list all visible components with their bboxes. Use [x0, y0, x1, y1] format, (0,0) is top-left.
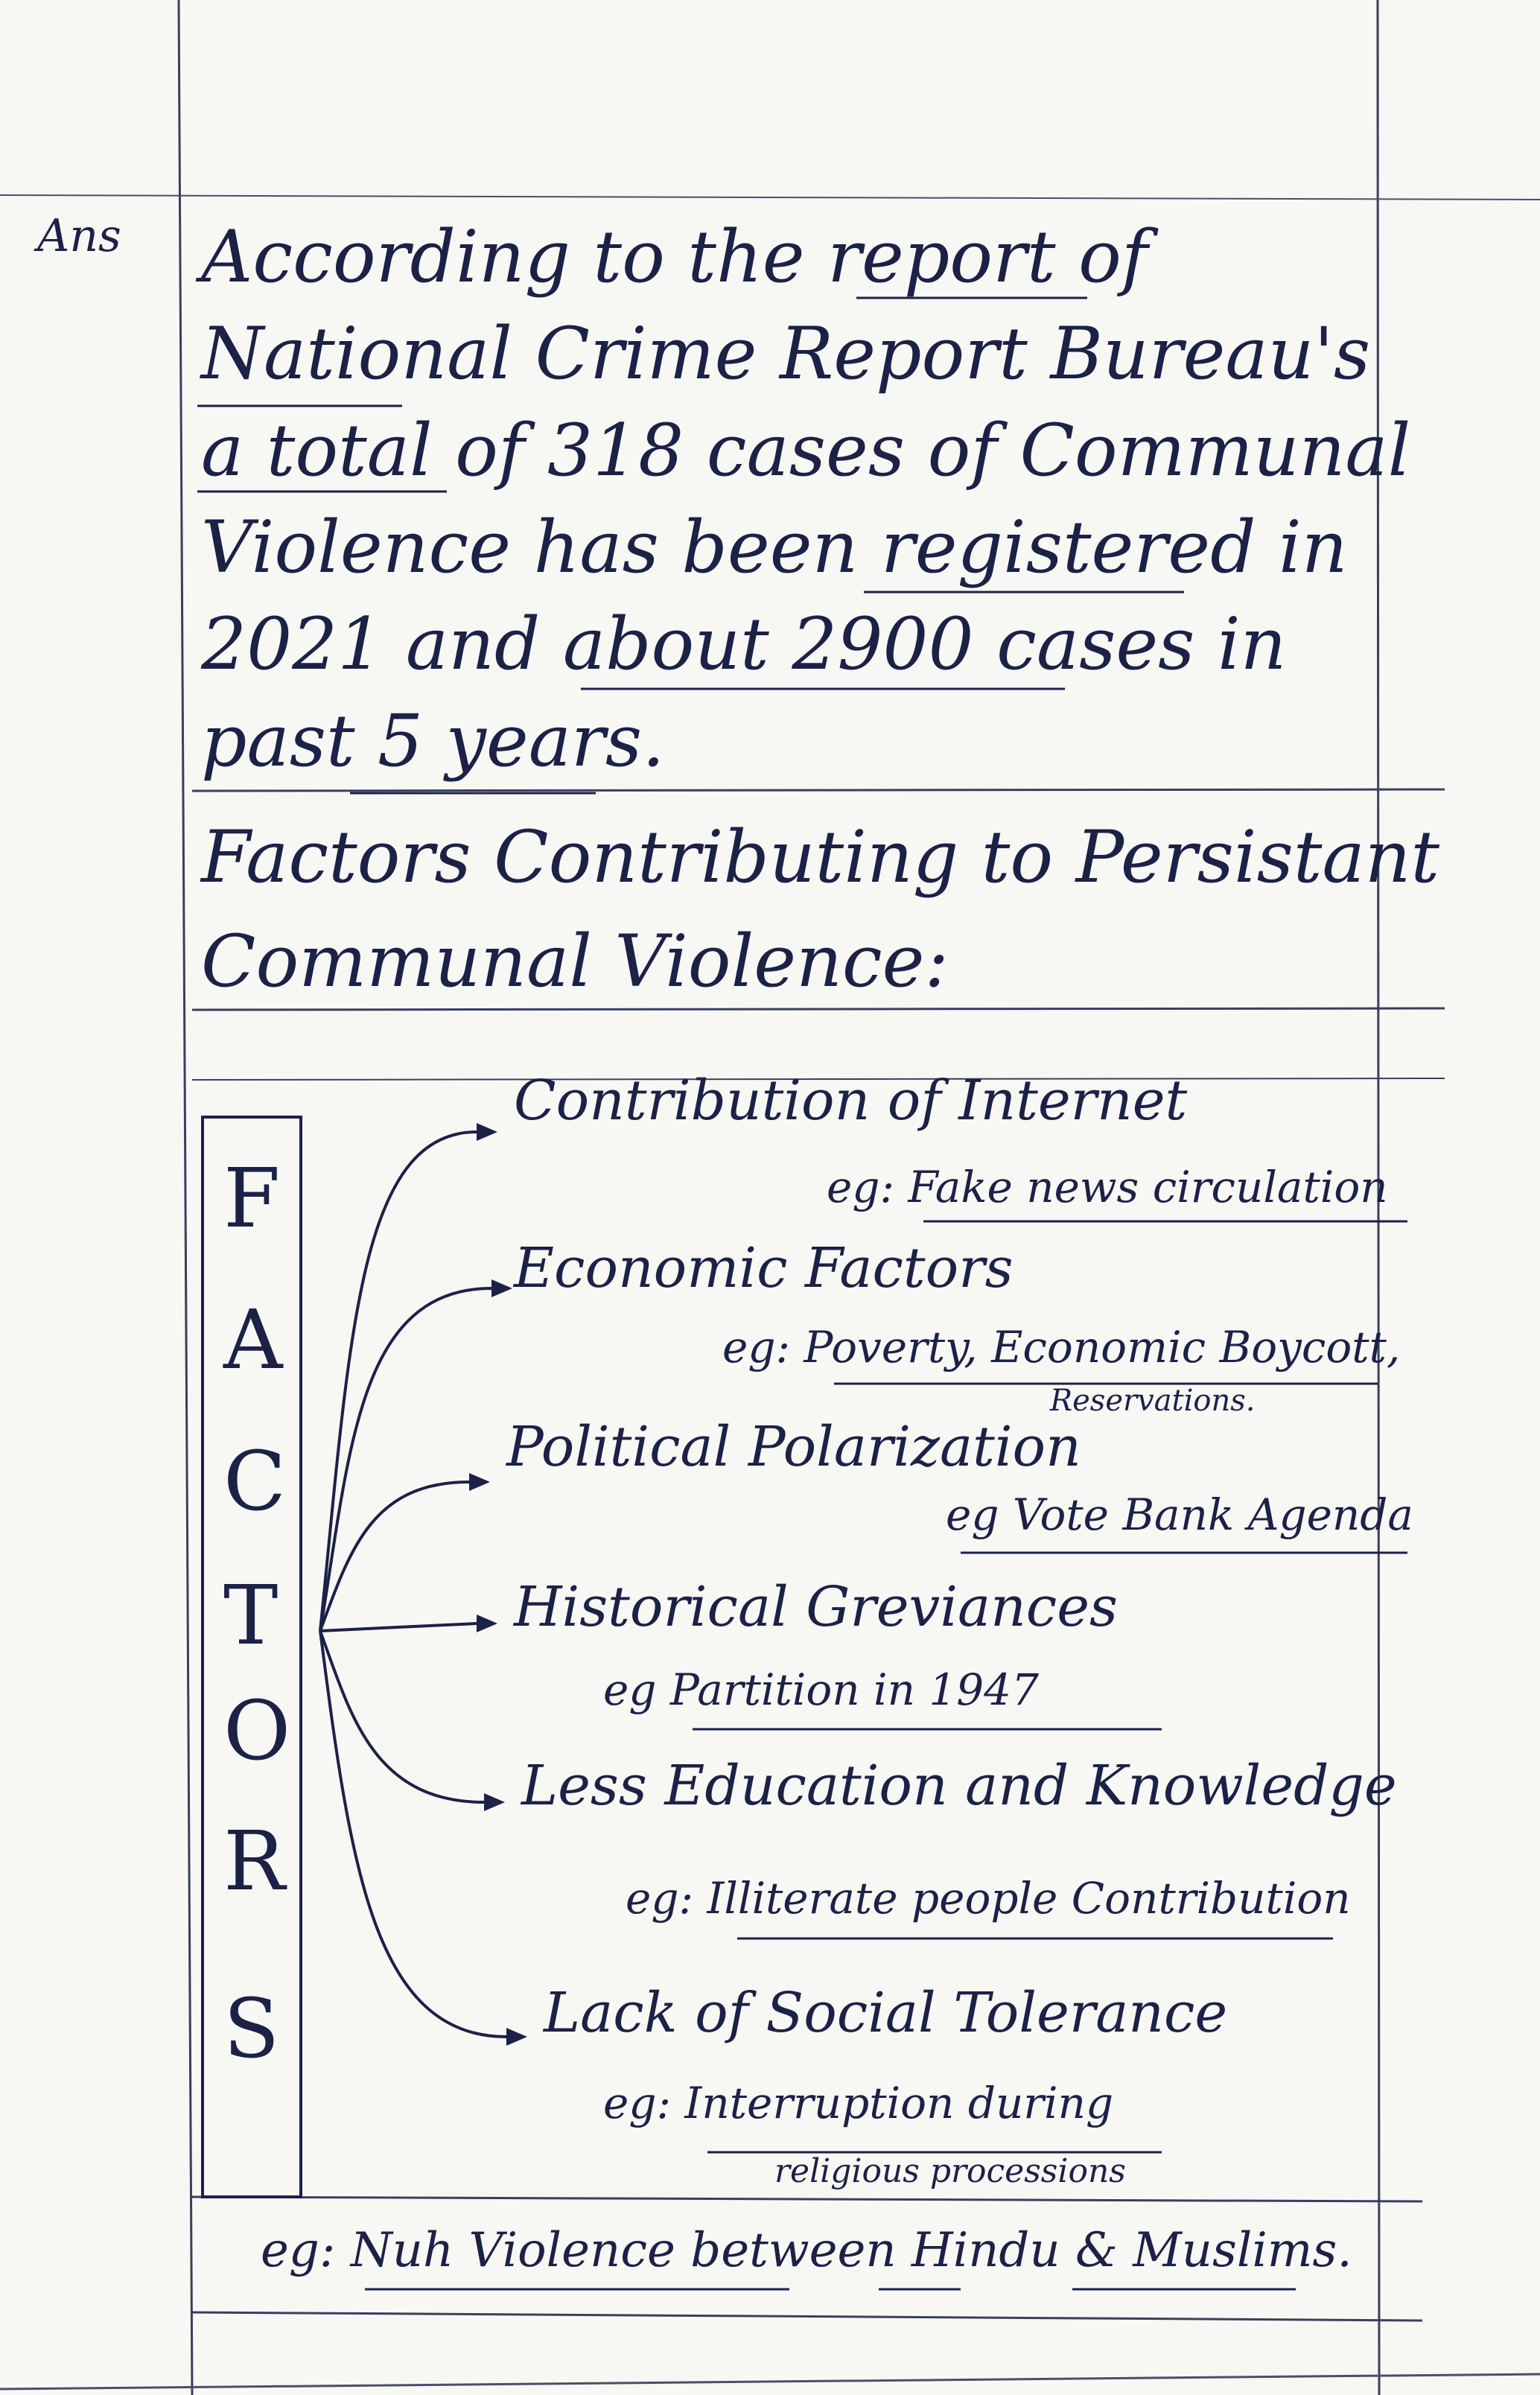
intro-line-2: National Crime Report Bureau's — [201, 312, 1371, 395]
factors-letter-r: R — [223, 1813, 285, 1909]
factor-title-5: Less Education and Knowledge — [521, 1754, 1397, 1818]
factor-example-6: eg: Interruption during — [603, 2078, 1114, 2128]
footer-example: eg: Nuh Violence between Hindu & Muslims. — [261, 2223, 1352, 2278]
factor-example-1: eg: Fake news circulation — [827, 1162, 1388, 1212]
factors-letter-f: F — [223, 1151, 281, 1246]
intro-line-6: past 5 years. — [201, 699, 665, 783]
factor-example-5: eg: Illiterate people Contribution — [626, 1873, 1351, 1924]
factors-letter-o: O — [223, 1683, 291, 1778]
intro-line-1: According to the report of — [201, 215, 1148, 299]
heading-line-1: Factors Contributing to Persistant — [201, 815, 1440, 899]
factor-example-3: eg Vote Bank Agenda — [946, 1489, 1413, 1540]
factor-title-4: Historical Greviances — [514, 1575, 1119, 1639]
intro-line-5: 2021 and about 2900 cases in — [201, 602, 1287, 686]
factors-letter-s: S — [223, 1981, 280, 2076]
factor-example-4: eg Partition in 1947 — [603, 1664, 1039, 1715]
factor-title-1: Contribution of Internet — [514, 1069, 1188, 1133]
intro-line-4: Violence has been registered in — [201, 506, 1348, 589]
factor-title-6: Lack of Social Tolerance — [544, 1981, 1228, 2045]
factor-example-6b: religious processions — [774, 2152, 1126, 2190]
factor-example-2b: Reservations. — [1050, 1384, 1256, 1418]
factor-arrows — [320, 1132, 506, 2037]
answer-label: Ans — [37, 210, 121, 262]
factor-title-3: Political Polarization — [506, 1415, 1081, 1479]
factor-example-2: eg: Poverty, Economic Boycott, — [722, 1322, 1401, 1373]
intro-line-3: a total of 318 cases of Communal — [201, 409, 1411, 492]
factors-letter-a: A — [223, 1292, 283, 1387]
factor-title-2: Economic Factors — [514, 1236, 1014, 1300]
heading-line-2: Communal Violence: — [201, 920, 949, 1003]
factors-letter-t: T — [223, 1568, 279, 1663]
factors-letter-c: C — [223, 1434, 287, 1529]
